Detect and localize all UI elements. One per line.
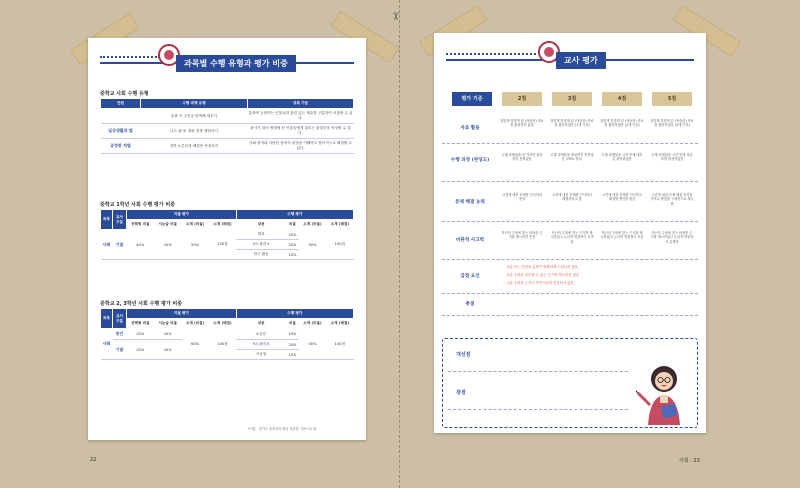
- deduction-line: -2점 주장을 입증할 수 있는 근거를 제시하지 않음: [506, 273, 580, 277]
- header-divider: [100, 56, 160, 58]
- standard-cell: 판사가 되어 합법에 선 인물들에게 내리는 판결문을 작성할 수 있다.: [248, 124, 354, 139]
- table-subheader: 내용: [236, 319, 286, 329]
- task-cell: 찬반 토론문과 해결안 작성하기: [141, 139, 248, 154]
- score-cell: 알맞게 알맞게 된 (학습한) 자료를 활용하지 않음: [500, 119, 544, 128]
- score-cell: 자신의 주장에 맞는 타당한 근거를 제시하지 못함: [501, 231, 543, 240]
- score-cell: 시간에 대한 문제 해결 의지를 가지고 방법을 구체적으로 제시함: [650, 193, 694, 206]
- item-cell: 발표: [236, 230, 286, 240]
- row-divider: [442, 259, 698, 260]
- score-tab: 4점: [602, 92, 642, 106]
- total-label: 총점: [465, 302, 475, 307]
- value-cell: 100점: [209, 230, 236, 260]
- table-subheader: 소계 (배점): [326, 319, 353, 329]
- value-cell: 100점: [326, 230, 353, 260]
- section-title: 중학교 2, 3학년 사회 수행 평가 비중: [100, 301, 183, 307]
- standard-cell: 통화에 등장하는 인물들과 관련 있는 제유를 구분하여 서술할 수 있다.: [248, 109, 354, 124]
- criteria-label: 문제 해결 능력: [455, 200, 485, 205]
- value-cell: 100점: [326, 329, 353, 360]
- value-cell: 10%: [286, 329, 299, 340]
- value-cell: 60%: [182, 329, 209, 360]
- task-cell: 통화 속 주인공 탐색해 세우기: [141, 109, 248, 124]
- value-cell: 10%: [154, 329, 182, 340]
- assessment-type-table: [100, 98, 354, 154]
- table-subheader: 선택형 비율: [127, 220, 155, 230]
- table-subheader: 내용: [236, 220, 286, 230]
- header-divider: [446, 53, 536, 55]
- subject-cell: 사회: [101, 329, 113, 360]
- deduction-line: -1점 주장과 근거가 자연스럽게 연결되지 않음: [506, 281, 574, 285]
- table-header: 교사 구분: [113, 210, 127, 230]
- table-header: 지필 평가: [127, 309, 237, 319]
- score-tab: 3점: [552, 92, 592, 106]
- row-divider: [448, 371, 628, 372]
- unit-cell: [101, 109, 141, 124]
- page-title: 교사 평가: [556, 52, 606, 69]
- table-subheader: 소계 (비율): [299, 220, 326, 230]
- table-header: 교사 구분: [113, 309, 127, 329]
- strength-label: 장점: [456, 390, 466, 396]
- score-cell: 알맞게 알맞게 된 (학습한) 자료를 활용하였음 (3개 이상): [650, 119, 694, 128]
- grade23-weight-table: [100, 308, 354, 360]
- section-title: 중학교 사회 수행 유형: [100, 91, 149, 97]
- table-subheader: 소계 (배점): [209, 319, 236, 329]
- item-cell: 포트폴리오: [236, 340, 286, 350]
- page-number: 22: [90, 457, 97, 463]
- table-subheader: 소계 (비율): [182, 319, 209, 329]
- value-cell: 10%: [286, 350, 299, 360]
- left-page: [88, 38, 366, 440]
- standard-cell: 사회 현저와 다양한 용어의 관점을 이해하고 합리적으로 해결할 수 있다.: [248, 139, 354, 154]
- row-divider: [442, 181, 698, 182]
- table-header: 수행 평가: [236, 309, 353, 319]
- item-cell: 포트폴리오: [236, 240, 286, 250]
- scissors-icon: ✂: [389, 11, 403, 22]
- score-cell: 시간에 대한 문제를 인식하지 못함: [502, 193, 542, 202]
- item-cell: 탐구 활동: [236, 250, 286, 260]
- value-cell: 10%: [154, 230, 182, 260]
- table-header: 성취 기준: [248, 99, 354, 109]
- row-divider: [442, 293, 698, 294]
- score-tab: 5점: [652, 92, 692, 106]
- row-divider: [442, 143, 698, 144]
- value-cell: 20%: [286, 230, 299, 240]
- table-row: [101, 139, 354, 154]
- score-cell: 시간에 대한 문제를 인식하고 해결할 방안을 찾음: [602, 193, 642, 202]
- value-cell: 20%: [286, 340, 299, 350]
- deduction-line: -3점 이느 단원의 입장이 명확하게 드러나지 않음: [506, 265, 579, 269]
- unit-cell: 일상생활과 법: [101, 124, 141, 139]
- term-cell: 기말: [113, 340, 127, 360]
- table-header: 지필 평가: [127, 210, 237, 220]
- score-cell: 시간에 대한 문제를 인식하고 해결하려고 함: [552, 193, 592, 202]
- row-divider: [442, 315, 698, 316]
- table-row: [101, 124, 354, 139]
- table-subheader: 선택형 비율: [127, 319, 155, 329]
- table-header: 과목: [101, 309, 113, 329]
- table-header: 과목: [101, 210, 113, 230]
- right-page: [434, 33, 706, 433]
- term-cell: 기말: [113, 230, 127, 260]
- table-subheader: 소계 (배점): [209, 220, 236, 230]
- table-subheader: 비율: [286, 319, 299, 329]
- teacher-illustration: [636, 361, 690, 425]
- item-cell: 소감문: [236, 329, 286, 340]
- value-cell: 50%: [299, 230, 326, 260]
- table-row: [101, 230, 354, 240]
- value-cell: 100점: [209, 329, 236, 360]
- value-cell: 10%: [286, 250, 299, 260]
- score-cell: 수행 과제물을 한 가지만 완성하지 못하였음: [501, 153, 543, 162]
- score-cell: 알맞게 알맞게 된 (학습한) 자료를 활용하였음 (2개 이상): [600, 119, 644, 128]
- value-cell: 10%: [154, 340, 182, 360]
- table-subheader: 소계 (비율): [182, 220, 209, 230]
- criteria-label: 자료 활용: [460, 126, 480, 131]
- value-cell: 40%: [299, 329, 326, 360]
- table-header: 단원: [101, 99, 141, 109]
- improvement-label: 개선점: [456, 352, 471, 358]
- unit-cell: 공정한 처벌: [101, 139, 141, 154]
- table-header: 수행 평가: [236, 210, 353, 220]
- criteria-header: 평가 기준: [452, 92, 492, 106]
- row-divider: [448, 409, 628, 410]
- score-cell: 자신의 주장에 맞는 근거를 제시하였고 논리적 연관성이 부족함: [550, 231, 594, 244]
- row-divider: [442, 221, 698, 222]
- table-header: 수행 과제 유형: [141, 99, 248, 109]
- value-cell: 20%: [286, 240, 299, 250]
- value-cell: 50%: [182, 230, 209, 260]
- grade1-weight-table: [100, 209, 354, 260]
- section-title: 중학교 1학년 사회 수행 평가 비중: [100, 202, 175, 208]
- score-cell: 자신의 주장에 맞는 근거를 제시하였고 논리적 연관성이 보임: [600, 231, 644, 240]
- table-subheader: 소계 (비율): [299, 319, 326, 329]
- table-row: [101, 329, 354, 340]
- subject-cell: 사회: [101, 230, 113, 260]
- term-cell: 중간: [113, 329, 127, 340]
- item-cell: 서술형: [236, 350, 286, 360]
- table-subheader: 비율: [286, 220, 299, 230]
- page-number: 사회 · 23: [679, 458, 700, 464]
- score-cell: 수행 과제물을 시간 안에 대부분 완성하였음: [601, 153, 643, 162]
- criteria-label: 수행 과정 (완성도): [450, 158, 490, 163]
- score-tab: 2점: [502, 92, 542, 106]
- table-row: [101, 109, 354, 124]
- table-subheader: 서논술 비율: [154, 319, 182, 329]
- score-cell: 수행 과제물을 시간 안에 성실하게 완성하였음: [651, 153, 693, 162]
- score-cell: 수행 과제물을 완성하지 못하였음 (70% 정도): [550, 153, 594, 162]
- table-subheader: 서논술 비율: [154, 220, 182, 230]
- score-cell: 알맞게 알맞게 된 (학습한) 자료를 활용하였음 (1개 이상): [550, 119, 594, 128]
- value-cell: 20%: [127, 340, 155, 360]
- value-cell: 40%: [127, 230, 155, 260]
- task-cell: 나도 판사! 재판 현장 체험하기: [141, 124, 248, 139]
- spine-divider: [399, 0, 401, 488]
- page-title: 과목별 수행 유형과 평가 비중: [176, 55, 296, 72]
- footnote: *서울 · 경기도 중학교의 평균 비중을 기준으로 함: [248, 427, 317, 431]
- value-cell: 20%: [127, 329, 155, 340]
- score-cell: 자신의 주장에 맞는 타당한 근거를 제시하였고 논리적 연관성이 분명함: [650, 231, 694, 244]
- table-subheader: 소계 (배점): [326, 220, 353, 230]
- criteria-label: 비판적 사고력: [455, 238, 485, 243]
- criteria-label: 감점 요인: [460, 274, 480, 279]
